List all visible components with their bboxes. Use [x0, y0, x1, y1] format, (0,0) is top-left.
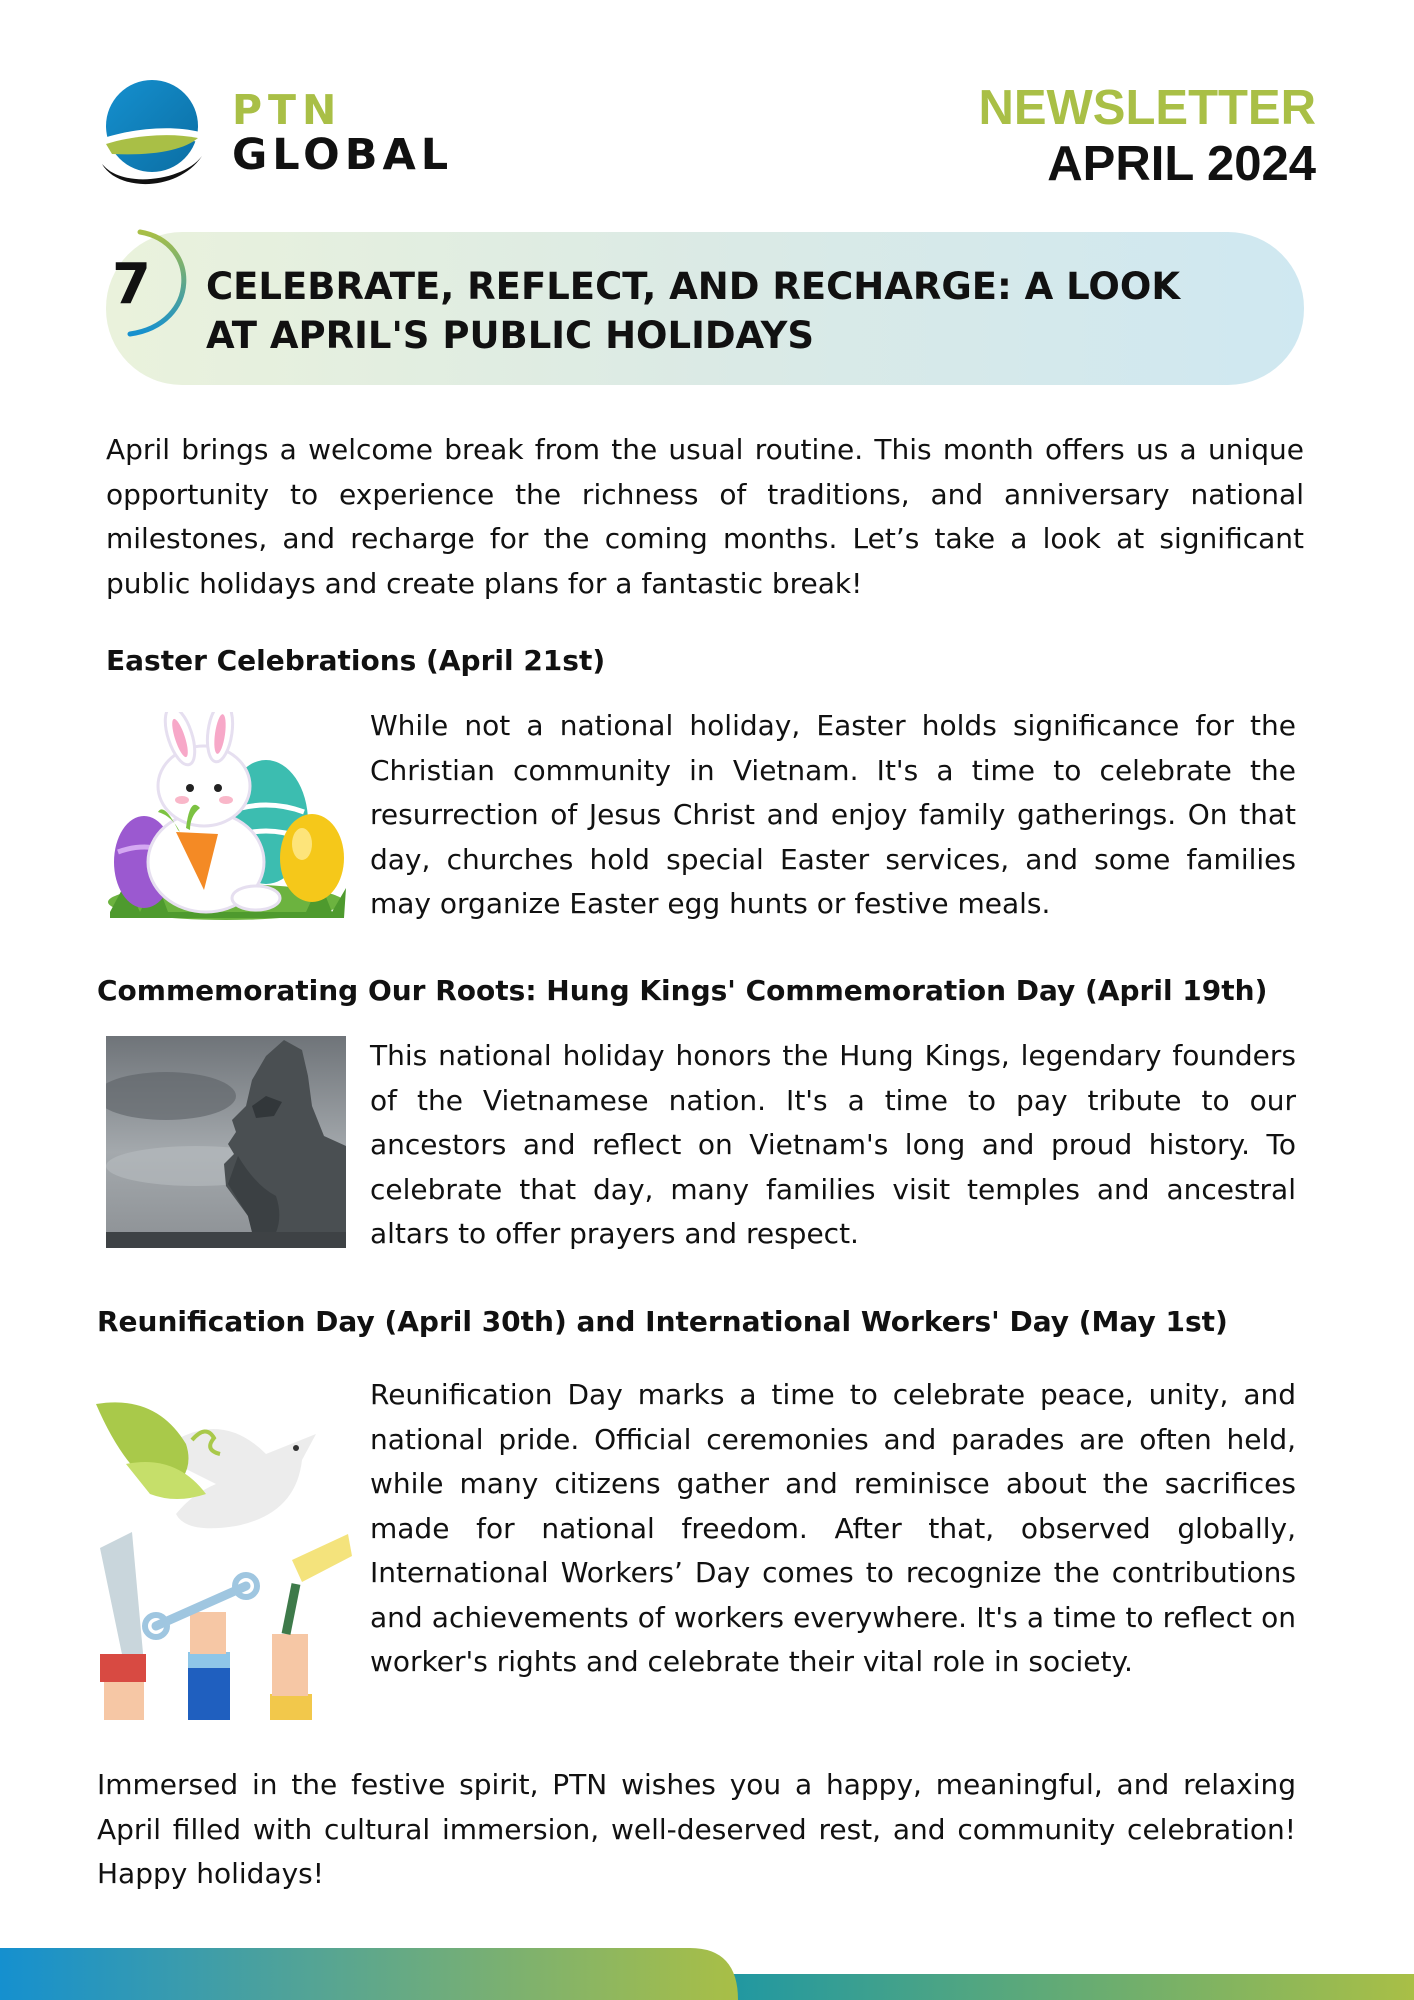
company-logo: [98, 78, 454, 198]
globe-logo-icon: [98, 80, 204, 192]
reunification-heading: Reunification Day (April 30th) and International Workers' Day (May 1st): [97, 1305, 1228, 1338]
dove-and-tools-image: [96, 1364, 352, 1720]
easter-heading: Easter Celebrations (April 21st): [106, 644, 606, 677]
logo-text-global: GLOBAL: [232, 130, 454, 180]
hung-king-statue-image: [106, 1036, 346, 1248]
section-title: CELEBRATE, REFLECT, AND RECHARGE: A LOOK AT APRIL'S PUBLIC HOLIDAYS: [206, 265, 1181, 357]
section-number: 7: [112, 252, 151, 317]
intro-paragraph: April brings a welcome break from the usual routine. This month offers us a unique opportunity to experience the richness of traditions, and anniversary national milestones, and recharge for the coming months. Let’s take a look at significant public holidays and create plans for a fantastic break!: [106, 433, 1304, 600]
issue-date: APRIL 2024: [1047, 137, 1316, 191]
easter-text: While not a national holiday, Easter holds significance for the Christian community in Vietnam. It's a time to celebrate the resurrection of Jesus Christ and enjoy family gatherings. On that day, churches hold special Easter services, and some families may organize Easter egg hunts or festive meals.: [370, 709, 1296, 920]
footer-gradient-bar: [0, 1948, 1414, 2000]
closing-paragraph: Immersed in the festive spirit, PTN wishes you a happy, meaningful, and relaxing April filled with cultural immersion, well-deserved rest, and community celebration! Happy holidays!: [97, 1768, 1296, 1890]
reunification-text: Reunification Day marks a time to celebrate peace, unity, and national pride. Official ceremonies and parades are often held, while many citizens gather and reminisce about the sacrifices made for national freedom. After that, observed globally, International Workers’ Day comes to recognize the contributions and achievements of workers everywhere. It's a time to reflect on worker's rights and celebrate their vital role in society.: [370, 1378, 1296, 1678]
hung-kings-heading: Commemorating Our Roots: Hung Kings' Commemoration Day (April 19th): [97, 974, 1268, 1007]
logo-text-ptn: PTN: [232, 86, 343, 134]
hung-kings-text: This national holiday honors the Hung Kings, legendary founders of the Vietnamese nation. It's a time to pay tribute to our ancestors and reflect on Vietnam's long and proud history. To celebrate that day, many families visit temples and ancestral altars to offer prayers and respect.: [370, 1039, 1296, 1250]
easter-bunny-image: [106, 712, 346, 922]
newsletter-label: NEWSLETTER: [978, 81, 1316, 135]
